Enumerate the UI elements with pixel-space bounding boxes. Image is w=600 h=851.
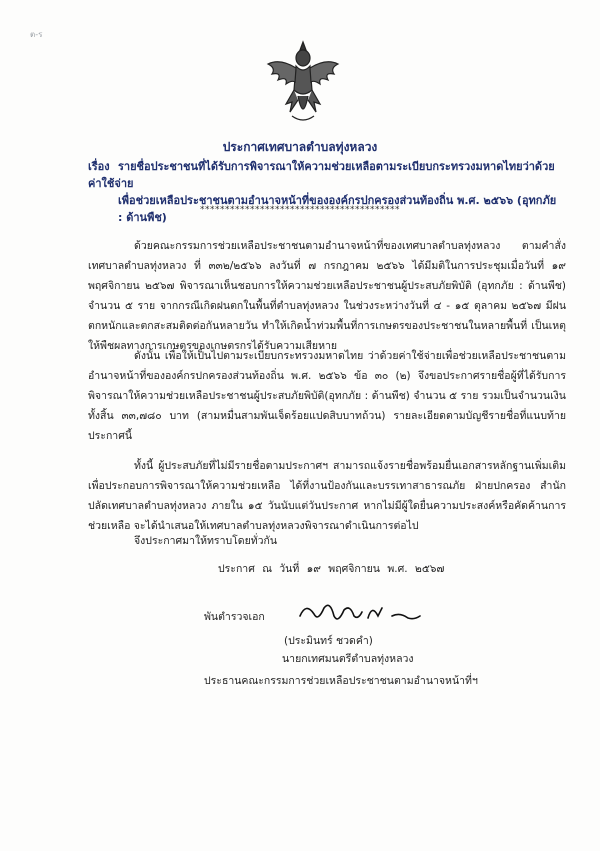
paragraph-1-text: ด้วยคณะกรรมการช่วยเหลือประชาชนตามอำนาจหน้าที่ของเทศบาลตำบลทุ่งหลวง ตามคำสั่งเทศบาลตำบลทุ่งหลวง ที่ ๓๓๒/๒๕๖๖ ลงวันที่ ๗ กรกฎาคม ๒๕๖๖ ได้มีมติในการประชุมเมื่อวันที่ ๑๙ พฤศจิกายน ๒๕๖๗ พิจารณาเห็นชอบการให้ความช่วยเหลือประชาชนผู้ประสบภัยพิบัติ (อุทกภัย : ด้านพืช) จำนวน ๕ ราย จากกรณีเกิดฝนตกในพื้นที่ตำบลทุ่งหลวง ในช่วงระหว่างวันที่ ๔ - ๑๕ ตุลาคม ๒๕๖๗ มีฝนตกหนักและตกสะสมติดต่อกันหลายวัน ทำให้เกิดน้ำท่วมพื้นที่การเกษตรของประชาชนในหลายพื้นที่ เป็นเหตุให้พืชผลทางการเกษตรของเกษตรกรได้รับความเสียหาย (88, 240, 566, 352)
separator: **************************************** (200, 205, 400, 215)
page-title: ประกาศเทศบาลตำบลทุ่งหลวง (222, 140, 378, 154)
paragraph-1 (88, 236, 566, 356)
signer-name: (ประมินทร์ ชวดคำ) (284, 635, 373, 647)
garuda-emblem-icon (262, 38, 344, 126)
signer-position-1: นายกเทศมนตรีตำบลทุ่งหลวง (282, 653, 414, 665)
corner-note: ต-ร (30, 30, 43, 39)
paragraph-3 (88, 456, 566, 536)
subject-line-1: รายชื่อประชาชนที่ได้รับการพิจารณาให้ความช่วยเหลือตามระเบียบกระทรวงมหาดไทยว่าด้วยค่าใช้จ่าย (88, 160, 555, 190)
date-line: ประกาศ ณ วันที่ ๑๙ พฤศจิกายน พ.ศ. ๒๕๖๗ (218, 563, 445, 575)
handwritten-signature (296, 594, 426, 630)
announce-line: จึงประกาศมาให้ทราบโดยทั่วกัน (134, 535, 278, 547)
subject-line-2: เพื่อช่วยเหลือประชาชนตามอำนาจหน้าที่ขององค์กรปกครองส่วนท้องถิ่น พ.ศ. ๒๕๖๖ (อุทกภัย : ด้านพืช) (118, 194, 557, 224)
subject-label: เรื่อง (88, 160, 110, 173)
paragraph-2 (88, 346, 566, 446)
paragraph-2-text: ดังนั้น เพื่อให้เป็นไปตามระเบียบกระทรวงมหาดไทย ว่าด้วยค่าใช้จ่ายเพื่อช่วยเหลือประชาชนตามอำนาจหน้าที่ขององค์กรปกครองส่วนท้องถิ่น พ.ศ. ๒๕๖๖ ข้อ ๓๐ (๒) จึงขอประกาศรายชื่อผู้ที่ได้รับการพิจารณาให้ความช่วยเหลือประชาชนผู้ประสบภัยพิบัติ(อุทกภัย : ด้านพืช) จำนวน ๕ ราย รวมเป็นจำนวนเงินทั้งสิ้น ๓๓,๗๘๐ บาท (สามหมื่นสามพันเจ็ดร้อยแปดสิบบาทถ้วน) รายละเอียดตามบัญชีรายชื่อที่แนบท้ายประกาศนี้ (88, 350, 566, 442)
subject-block (88, 158, 558, 226)
paragraph-3-text: ทั้งนี้ ผู้ประสบภัยที่ไม่มีรายชื่อตามประกาศฯ สามารถแจ้งรายชื่อพร้อมยื่นเอกสารหลักฐานเพิ่มเติม เพื่อประกอบการพิจารณาให้ความช่วยเหลือ ได้ที่งานป้องกันและบรรเทาสาธารณภัย ฝ่ายปกครอง สำนักปลัดเทศบาลตำบลทุ่งหลวง ภายใน ๑๕ วันนับแต่วันประกาศ หากไม่มีผู้ใดยื่นความประสงค์หรือคัดค้านการช่วยเหลือ จะได้นำเสนอให้เทศบาลตำบลทุ่งหลวงพิจารณาดำเนินการต่อไป (88, 460, 566, 532)
signer-position-2: ประธานคณะกรรมการช่วยเหลือประชาชนตามอำนาจหน้าที่ฯ (204, 675, 478, 687)
signer-rank: พันตำรวจเอก (204, 611, 265, 623)
